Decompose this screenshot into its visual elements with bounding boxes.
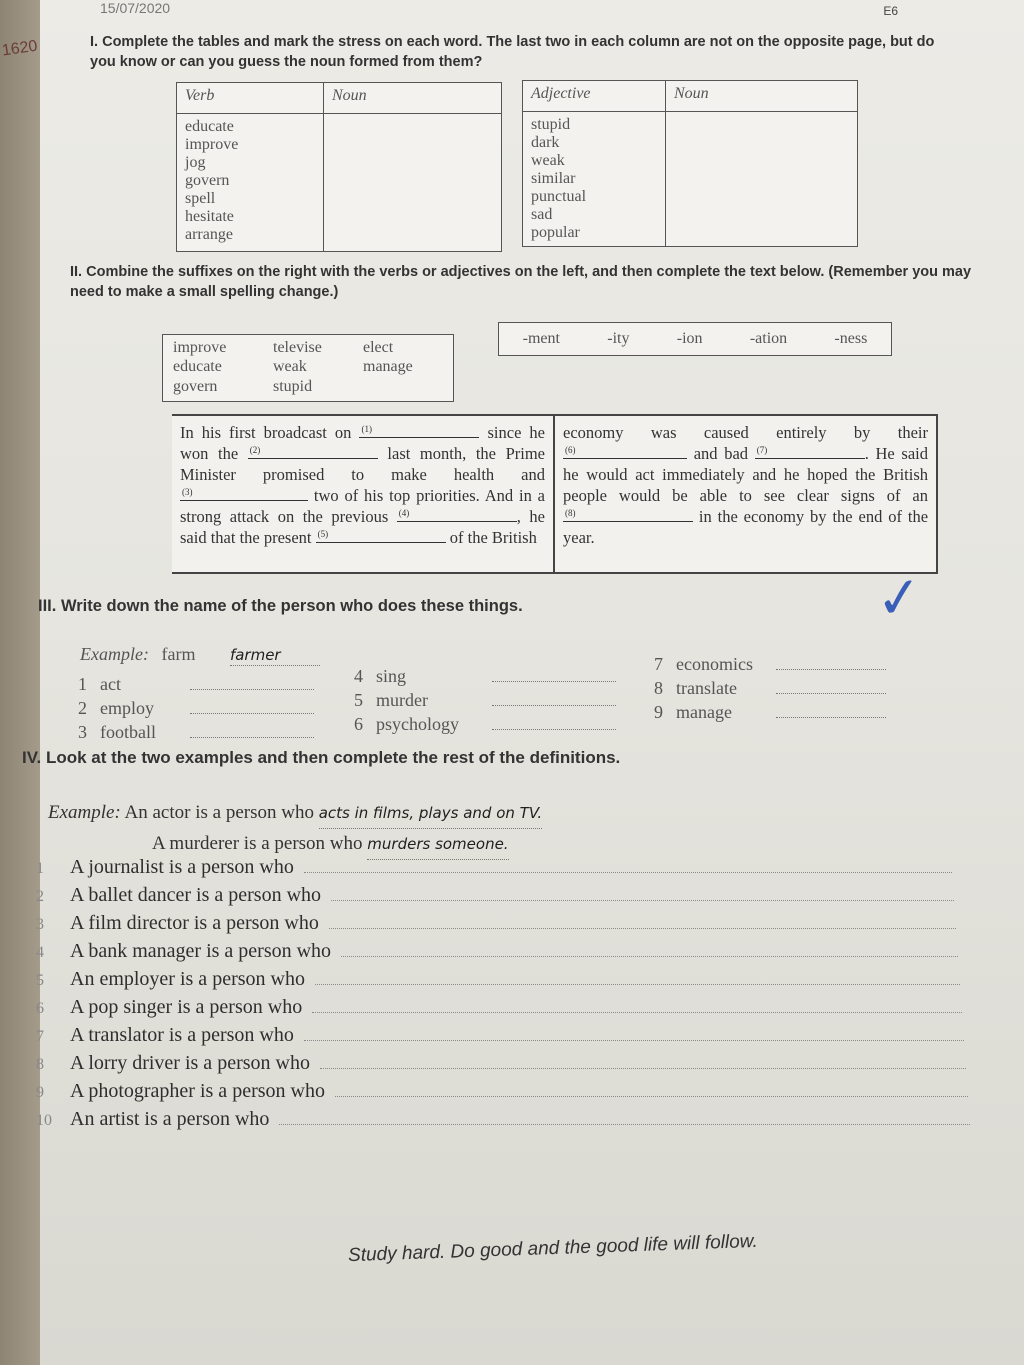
list-item: 4 sing [354, 664, 616, 688]
suffix-box: -ment -ity -ion -ation -ness [498, 322, 892, 356]
verb-noun-table [176, 82, 502, 252]
list-item: 8 A lorry driver is a person who [36, 1052, 966, 1080]
answer-line[interactable] [331, 886, 954, 901]
blank-4[interactable]: (4) [397, 507, 517, 522]
answer-line[interactable] [492, 717, 616, 730]
answer-line[interactable] [312, 998, 962, 1013]
noun-answer-cell[interactable] [666, 112, 858, 247]
list-item: 4 A bank manager is a person who [36, 940, 958, 968]
text-column-right: economy was caused entirely by their (6) and bad (7) . He said he would act immediately and he hoped the British people would be able to see clear signs of an (8) in the economy by the end of the year. [563, 423, 929, 547]
list-item: 1 A journalist is a person who [36, 856, 952, 884]
list-item: 7 economics [654, 652, 886, 676]
blank-3[interactable]: (3) [180, 486, 308, 501]
answer-line[interactable] [335, 1082, 968, 1097]
list-item: 7 A translator is a person who [36, 1024, 964, 1052]
handwritten-date: 15/07/2020 [100, 0, 171, 16]
example-1-answer: acts in films, plays and on TV. [319, 798, 542, 829]
list-item: 8 translate [654, 676, 886, 700]
answer-line[interactable] [776, 681, 886, 694]
adjective-list: stupid dark weak similar punctual sad popular [523, 112, 666, 247]
answer-line[interactable] [304, 858, 952, 873]
blank-7[interactable]: (7) [755, 444, 865, 459]
check-mark: ✓ [872, 563, 927, 634]
text-column-left: In his first broadcast on (1) since he won the (2) last month, the Prime Minister promised to make health and (3) two of his top priorities. And in a strong attack on the previous (4) , he said that the present (5) of the British [172, 416, 555, 572]
list-item: 3 A film director is a person who [36, 912, 956, 940]
table-header-noun: Noun [324, 83, 502, 114]
list-item: 5 murder [354, 688, 616, 712]
answer-line[interactable] [320, 1054, 966, 1069]
person-column-3 [654, 652, 886, 724]
answer-line[interactable] [304, 1026, 964, 1041]
answer-line[interactable] [492, 693, 616, 706]
blank-1[interactable]: (1) [359, 423, 479, 438]
blank-8[interactable]: (8) [563, 507, 693, 522]
gap-fill-text [172, 414, 938, 574]
list-item: 5 An employer is a person who [36, 968, 960, 996]
list-item: 1 act [78, 672, 314, 696]
adjective-noun-table [522, 80, 858, 247]
section-3-instruction: III. Write down the name of the person who does these things. [38, 597, 523, 615]
example-answer: farmer [229, 646, 281, 664]
side-stamp: 1620 [0, 37, 39, 60]
section-3-example: Example: farm farmer [80, 644, 320, 666]
page-code: E6 [883, 4, 898, 18]
list-item: 6 psychology [354, 712, 616, 736]
list-item: 2 A ballet dancer is a person who [36, 884, 954, 912]
list-item: 3 football [78, 720, 314, 744]
answer-line[interactable] [341, 942, 958, 957]
blank-6[interactable]: (6) [563, 444, 687, 459]
answer-line[interactable] [315, 970, 960, 985]
answer-line[interactable] [279, 1110, 970, 1125]
table-header-adjective: Adjective [523, 81, 666, 112]
word-box: improve televise elect educate weak manage govern stupid [162, 334, 454, 402]
list-item: 2 employ [78, 696, 314, 720]
footer-motto: Study hard. Do good and the good life will follow. [347, 1230, 759, 1267]
noun-answer-cell[interactable] [324, 114, 502, 252]
verb-list: educate improve jog govern spell hesitate arrange [177, 114, 324, 252]
definitions-list [36, 856, 970, 1136]
section-2-instruction: II. Combine the suffixes on the right with the verbs or adjectives on the left, and then complete the text below. (Remember you may need to make a small spelling change.) [70, 264, 972, 300]
table-header-verb: Verb [177, 83, 324, 114]
section-4-instruction: IV. Look at the two examples and then complete the rest of the definitions. [22, 748, 621, 767]
person-column-2 [354, 664, 616, 736]
section-4-examples: Example: An actor is a person who acts in films, plays and on TV. A murderer is a person who murders someone. [48, 798, 542, 860]
list-item: 9 A photographer is a person who [36, 1080, 968, 1108]
answer-line[interactable] [190, 677, 314, 690]
section-1-instruction: I. Complete the tables and mark the stress on each word. The last two in each column are not on the opposite page, but do you know or can you guess the noun formed from them? [90, 34, 935, 70]
answer-line[interactable] [776, 657, 886, 670]
blank-2[interactable]: (2) [248, 444, 378, 459]
answer-line[interactable] [190, 701, 314, 714]
example-2-answer: murders someone. [367, 829, 508, 860]
answer-line[interactable] [190, 725, 314, 738]
person-column-1 [78, 672, 314, 744]
list-item: 9 manage [654, 700, 886, 724]
blank-5[interactable]: (5) [316, 528, 446, 543]
list-item: 10 An artist is a person who [36, 1108, 970, 1136]
answer-line[interactable] [329, 914, 956, 929]
answer-line[interactable] [776, 705, 886, 718]
answer-line[interactable] [492, 669, 616, 682]
list-item: 6 A pop singer is a person who [36, 996, 962, 1024]
table-header-noun: Noun [666, 81, 858, 112]
